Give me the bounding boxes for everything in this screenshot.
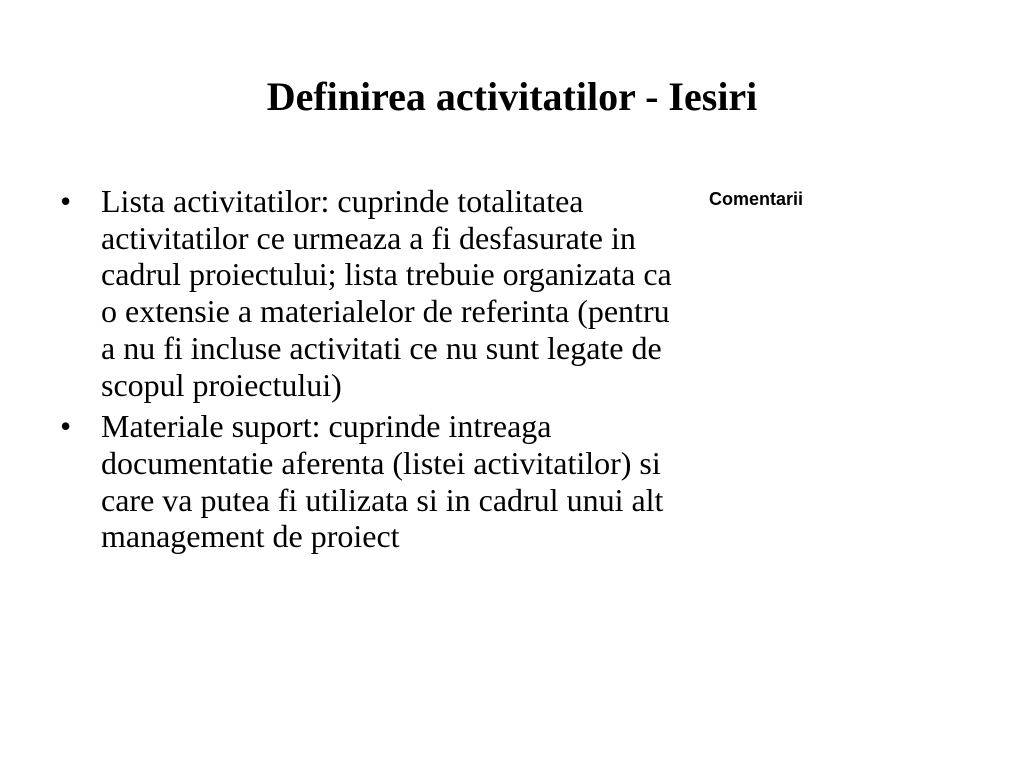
bullet-dot-icon: • [60,408,72,445]
bullet-dot-icon: • [60,183,72,219]
bullet-list [60,183,680,560]
slide-title: Definirea activitatilor - Iesiri [266,74,758,119]
comments-label: Comentarii [709,189,804,209]
bullet-text: Materiale suport: cuprinde intreaga documentatie aferenta (listei activitatilor) si care va putea fi utilizata si in cadrul unui alt management de proiect [101,408,664,555]
bullet-text: Lista activitatilor: cuprinde totalitatea activitatilor ce urmeaza a fi desfasurate in cadrul proiectului; lista trebuie organizata ca o extensie a materialelor de referinta (pentru a nu fi incluse activitati ce nu sunt legate de scopul proiectului) [101,183,672,403]
bullet-item-activity-list [60,183,680,403]
bullet-item-support-materials [60,408,680,555]
